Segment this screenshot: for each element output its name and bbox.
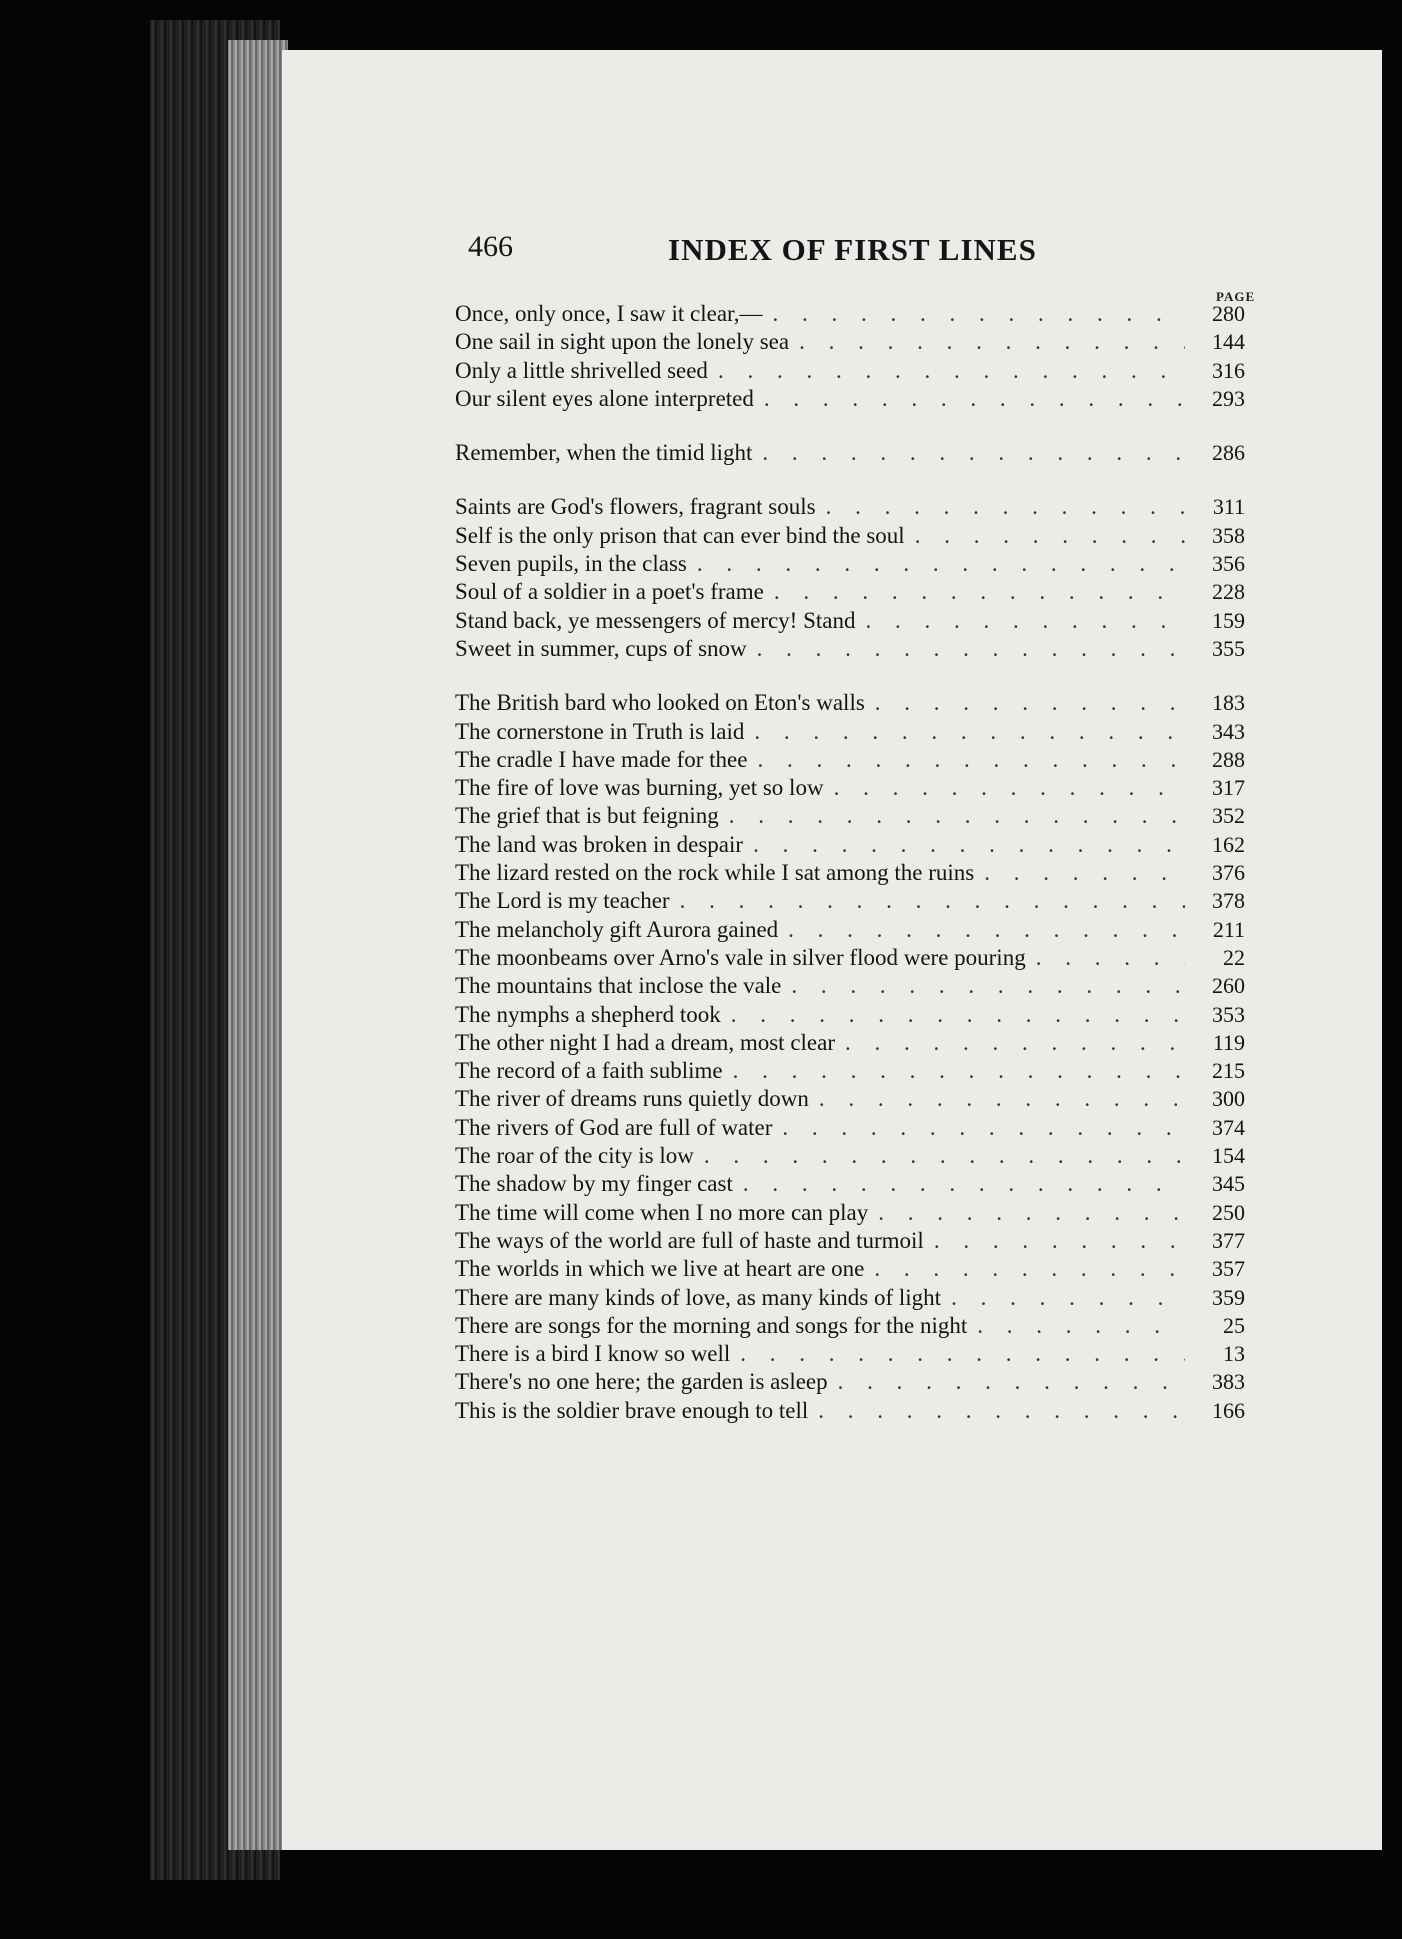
first-line-text: The British bard who looked on Eton's walls bbox=[455, 690, 865, 716]
index-entry bbox=[455, 1368, 1245, 1396]
index-entry bbox=[455, 1001, 1245, 1029]
first-line-text: The ways of the world are full of haste and turmoil bbox=[455, 1227, 924, 1253]
dot-leader bbox=[754, 718, 1185, 746]
index-entry bbox=[455, 972, 1245, 1000]
dot-leader bbox=[875, 689, 1185, 717]
dot-leader bbox=[704, 1142, 1185, 1170]
page-reference: 300 bbox=[1212, 1086, 1245, 1112]
page-header bbox=[468, 230, 1248, 270]
page-reference: 317 bbox=[1212, 775, 1245, 801]
first-line-text: One sail in sight upon the lonely sea bbox=[455, 329, 790, 355]
page-title: INDEX OF FIRST LINES bbox=[668, 232, 1037, 267]
index-entry bbox=[455, 1227, 1245, 1255]
page-reference: 356 bbox=[1212, 551, 1245, 577]
first-line-text: Self is the only prison that can ever bind the soul bbox=[455, 522, 905, 548]
index-entry bbox=[455, 493, 1245, 521]
index-entry bbox=[455, 1170, 1245, 1198]
first-line-text: The roar of the city is low bbox=[455, 1143, 694, 1169]
page-reference: 250 bbox=[1212, 1199, 1245, 1225]
index-group bbox=[455, 689, 1245, 1425]
first-line-text: The nymphs a shepherd took bbox=[455, 1001, 721, 1027]
dot-leader bbox=[951, 1284, 1185, 1312]
page-reference: 119 bbox=[1212, 1029, 1245, 1055]
index-entry bbox=[455, 300, 1245, 328]
index-entry bbox=[455, 357, 1245, 385]
dot-leader bbox=[977, 1312, 1185, 1340]
dot-leader bbox=[782, 1114, 1185, 1142]
page-reference: 359 bbox=[1212, 1284, 1245, 1310]
index-entry bbox=[455, 607, 1245, 635]
dot-leader bbox=[757, 635, 1185, 663]
dot-leader bbox=[729, 802, 1185, 830]
dot-leader bbox=[757, 746, 1185, 774]
first-line-text: The river of dreams runs quietly down bbox=[455, 1086, 809, 1112]
first-line-text: Remember, when the timid light bbox=[455, 440, 753, 466]
page-reference: 358 bbox=[1212, 522, 1245, 548]
first-line-text: The melancholy gift Aurora gained bbox=[455, 916, 779, 942]
page-reference: 280 bbox=[1212, 301, 1245, 326]
first-line-text: There is a bird I know so well bbox=[455, 1341, 731, 1367]
first-line-text: Soul of a soldier in a poet's frame bbox=[455, 579, 764, 605]
dot-leader bbox=[915, 522, 1185, 550]
first-line-text: The rivers of God are full of water bbox=[455, 1114, 773, 1140]
page-reference: 288 bbox=[1212, 746, 1245, 772]
dot-leader bbox=[984, 859, 1185, 887]
first-line-text: Once, only once, I saw it clear,— bbox=[455, 301, 763, 326]
first-line-text: The worlds in which we live at heart are one bbox=[455, 1256, 865, 1282]
index-group bbox=[455, 493, 1245, 663]
dot-leader bbox=[788, 916, 1185, 944]
first-line-text: There's no one here; the garden is asleep bbox=[455, 1369, 828, 1395]
dot-leader bbox=[934, 1227, 1185, 1255]
index-entry bbox=[455, 944, 1245, 972]
index-entry bbox=[455, 1142, 1245, 1170]
page-reference: 159 bbox=[1212, 607, 1245, 633]
page-reference: 144 bbox=[1212, 329, 1245, 355]
dot-leader bbox=[733, 1057, 1185, 1085]
dot-leader bbox=[753, 831, 1185, 859]
index-entry bbox=[455, 831, 1245, 859]
first-line-text: There are songs for the morning and songs for the night bbox=[455, 1312, 968, 1338]
index-list bbox=[455, 300, 1245, 1451]
dot-leader bbox=[740, 1340, 1185, 1368]
first-line-text: The lizard rested on the rock while I sat among the ruins bbox=[455, 860, 975, 886]
dot-leader bbox=[718, 357, 1185, 385]
page-reference: 376 bbox=[1212, 860, 1245, 886]
page-reference: 343 bbox=[1212, 718, 1245, 744]
first-line-text: The cradle I have made for thee bbox=[455, 746, 748, 772]
index-entry bbox=[455, 1340, 1245, 1368]
page-reference: 286 bbox=[1212, 440, 1245, 466]
page-reference: 22 bbox=[1223, 944, 1245, 970]
dot-leader bbox=[799, 328, 1185, 356]
page-reference: 345 bbox=[1212, 1171, 1245, 1197]
first-line-text: Stand back, ye messengers of mercy! Stand bbox=[455, 607, 856, 633]
first-line-text: The other night I had a dream, most clear bbox=[455, 1029, 835, 1055]
page-reference: 211 bbox=[1212, 916, 1245, 942]
first-line-text: Saints are God's flowers, fragrant souls bbox=[455, 494, 816, 520]
page-reference: 378 bbox=[1212, 888, 1245, 914]
dot-leader bbox=[865, 607, 1185, 635]
index-entry bbox=[455, 1114, 1245, 1142]
page-edges bbox=[228, 40, 288, 1850]
dot-leader bbox=[774, 578, 1185, 606]
dot-leader bbox=[791, 972, 1185, 1000]
index-entry bbox=[455, 328, 1245, 356]
page-reference: 311 bbox=[1212, 494, 1245, 520]
index-group bbox=[455, 439, 1245, 467]
first-line-text: The time will come when I no more can play bbox=[455, 1199, 869, 1225]
page-reference: 316 bbox=[1212, 357, 1245, 383]
page-reference: 383 bbox=[1212, 1369, 1245, 1395]
dot-leader bbox=[697, 550, 1185, 578]
first-line-text: The cornerstone in Truth is laid bbox=[455, 718, 745, 744]
index-entry bbox=[455, 385, 1245, 413]
first-line-text: This is the soldier brave enough to tell bbox=[455, 1397, 809, 1423]
index-entry bbox=[455, 439, 1245, 467]
page-reference: 162 bbox=[1212, 831, 1245, 857]
page-reference: 260 bbox=[1212, 973, 1245, 999]
page-reference: 166 bbox=[1212, 1397, 1245, 1423]
page-reference: 352 bbox=[1212, 803, 1245, 829]
first-line-text: The shadow by my finger cast bbox=[455, 1171, 733, 1197]
page-reference: 355 bbox=[1212, 635, 1245, 661]
index-entry bbox=[455, 859, 1245, 887]
index-entry bbox=[455, 522, 1245, 550]
index-entry bbox=[455, 550, 1245, 578]
dot-leader bbox=[838, 1368, 1185, 1396]
index-entry bbox=[455, 1029, 1245, 1057]
page-reference: 154 bbox=[1212, 1143, 1245, 1169]
dot-leader bbox=[1036, 944, 1185, 972]
dot-leader bbox=[762, 439, 1185, 467]
dot-leader bbox=[874, 1255, 1185, 1283]
index-entry bbox=[455, 1255, 1245, 1283]
index-entry bbox=[455, 578, 1245, 606]
index-entry bbox=[455, 1199, 1245, 1227]
first-line-text: The grief that is but feigning bbox=[455, 803, 719, 829]
index-entry bbox=[455, 887, 1245, 915]
index-entry bbox=[455, 1312, 1245, 1340]
index-entry bbox=[455, 916, 1245, 944]
index-entry bbox=[455, 1057, 1245, 1085]
index-group bbox=[455, 300, 1245, 413]
page-reference: 215 bbox=[1212, 1058, 1245, 1084]
page-reference: 228 bbox=[1212, 579, 1245, 605]
first-line-text: The Lord is my teacher bbox=[455, 888, 670, 914]
dot-leader bbox=[731, 1001, 1185, 1029]
first-line-text: The fire of love was burning, yet so low bbox=[455, 775, 824, 801]
dot-leader bbox=[878, 1199, 1185, 1227]
page-reference: 353 bbox=[1212, 1001, 1245, 1027]
index-entry bbox=[455, 689, 1245, 717]
first-line-text: The record of a faith sublime bbox=[455, 1058, 723, 1084]
page-reference: 374 bbox=[1212, 1114, 1245, 1140]
index-entry bbox=[455, 635, 1245, 663]
index-entry bbox=[455, 746, 1245, 774]
index-entry bbox=[455, 718, 1245, 746]
first-line-text: Seven pupils, in the class bbox=[455, 551, 687, 577]
page-column-label: PAGE bbox=[1216, 289, 1256, 304]
index-entry bbox=[455, 1085, 1245, 1113]
dot-leader bbox=[834, 774, 1185, 802]
index-entry bbox=[455, 1284, 1245, 1312]
first-line-text: The mountains that inclose the vale bbox=[455, 973, 782, 999]
first-line-text: The moonbeams over Arno's vale in silver flood were pouring bbox=[455, 944, 1026, 970]
page-reference: 357 bbox=[1212, 1256, 1245, 1282]
page-reference: 183 bbox=[1212, 690, 1245, 716]
first-line-text: There are many kinds of love, as many kinds of light bbox=[455, 1284, 942, 1310]
index-entry bbox=[455, 1397, 1245, 1425]
first-line-text: Our silent eyes alone interpreted bbox=[455, 385, 754, 411]
page-reference: 13 bbox=[1223, 1341, 1245, 1367]
dot-leader bbox=[845, 1029, 1185, 1057]
page-reference: 293 bbox=[1212, 385, 1245, 411]
dot-leader bbox=[826, 493, 1185, 521]
page-reference: 377 bbox=[1212, 1227, 1245, 1253]
dot-leader bbox=[680, 887, 1185, 915]
dot-leader bbox=[773, 300, 1185, 328]
dot-leader bbox=[764, 385, 1185, 413]
page-number: 466 bbox=[468, 230, 513, 263]
first-line-text: The land was broken in despair bbox=[455, 831, 744, 857]
first-line-text: Only a little shrivelled seed bbox=[455, 357, 708, 383]
index-entry bbox=[455, 802, 1245, 830]
dot-leader bbox=[819, 1085, 1185, 1113]
index-entry bbox=[455, 774, 1245, 802]
dot-leader bbox=[818, 1397, 1185, 1425]
dot-leader bbox=[743, 1170, 1185, 1198]
page-reference: 25 bbox=[1223, 1312, 1245, 1338]
first-line-text: Sweet in summer, cups of snow bbox=[455, 635, 747, 661]
